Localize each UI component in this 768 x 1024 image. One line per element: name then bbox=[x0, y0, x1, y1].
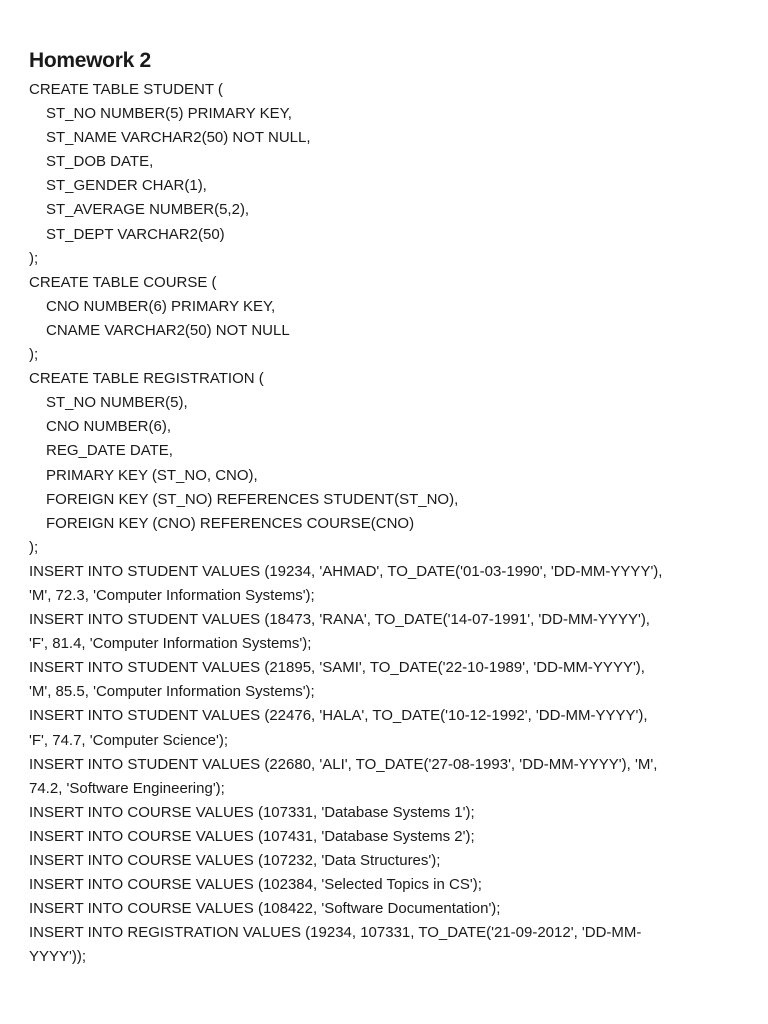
code-line: INSERT INTO COURSE VALUES (107232, 'Data Structures'); bbox=[29, 852, 441, 869]
code-line: CNO NUMBER(6), bbox=[46, 418, 172, 436]
code-line: INSERT INTO STUDENT VALUES (18473, 'RANA', TO_DATE('14-07-1991', 'DD-MM-YYYY'), bbox=[29, 611, 650, 629]
code-line: INSERT INTO COURSE VALUES (108422, 'Software Documentation'); bbox=[29, 900, 501, 918]
code-line: ST_NO NUMBER(5) PRIMARY KEY, bbox=[46, 105, 292, 123]
code-line: ); bbox=[29, 346, 39, 364]
code-line: CNO NUMBER(6) PRIMARY KEY, bbox=[46, 297, 276, 315]
code-line: 74.2, 'Software Engineering'); bbox=[29, 779, 225, 797]
code-line: INSERT INTO STUDENT VALUES (19234, 'AHMAD', TO_DATE('01-03-1990', 'DD-MM-YYYY'), bbox=[29, 562, 663, 580]
code-line: INSERT INTO STUDENT VALUES (22680, 'ALI', TO_DATE('27-08-1993', 'DD-MM-YYYY'), 'M', bbox=[29, 755, 658, 773]
code-line: CREATE TABLE COURSE ( bbox=[29, 273, 217, 291]
code-line: FOREIGN KEY (ST_NO) REFERENCES STUDENT(ST_NO), bbox=[46, 490, 459, 508]
document-title: Homework 2 bbox=[29, 49, 151, 72]
code-line: 'F', 81.4, 'Computer Information Systems'); bbox=[29, 635, 312, 653]
code-line: 'F', 74.7, 'Computer Science'); bbox=[29, 731, 229, 749]
code-line: INSERT INTO STUDENT VALUES (22476, 'HALA', TO_DATE('10-12-1992', 'DD-MM-YYYY'), bbox=[29, 707, 648, 725]
code-line: ST_DOB DATE, bbox=[46, 153, 154, 171]
code-line: 'M', 85.5, 'Computer Information Systems'); bbox=[29, 683, 315, 701]
code-line: CREATE TABLE STUDENT ( bbox=[29, 81, 223, 98]
code-line: FOREIGN KEY (CNO) REFERENCES COURSE(CNO) bbox=[46, 514, 415, 532]
document-page bbox=[29, 46, 747, 969]
code-line: ); bbox=[29, 538, 39, 556]
code-line: INSERT INTO COURSE VALUES (107331, 'Database Systems 1'); bbox=[29, 803, 475, 821]
code-line: ST_DEPT VARCHAR2(50) bbox=[46, 225, 225, 243]
code-line: INSERT INTO STUDENT VALUES (21895, 'SAMI', TO_DATE('22-10-1989', 'DD-MM-YYYY'), bbox=[29, 659, 645, 677]
code-line: ); bbox=[29, 249, 39, 267]
code-line: YYYY')); bbox=[29, 948, 87, 966]
code-line: ST_AVERAGE NUMBER(5,2), bbox=[46, 201, 250, 219]
code-line: CNAME VARCHAR2(50) NOT NULL bbox=[46, 321, 290, 339]
code-line: 'M', 72.3, 'Computer Information Systems'); bbox=[29, 586, 315, 604]
code-line: INSERT INTO COURSE VALUES (102384, 'Selected Topics in CS'); bbox=[29, 876, 482, 894]
code-line: ST_NAME VARCHAR2(50) NOT NULL, bbox=[46, 129, 311, 147]
code-line: CREATE TABLE REGISTRATION ( bbox=[29, 370, 264, 388]
code-line: ST_NO NUMBER(5), bbox=[46, 394, 188, 412]
code-line: ST_GENDER CHAR(1), bbox=[46, 177, 207, 195]
code-line: PRIMARY KEY (ST_NO, CNO), bbox=[46, 466, 258, 484]
code-listing bbox=[29, 78, 747, 969]
code-line: INSERT INTO REGISTRATION VALUES (19234, 107331, TO_DATE('21-09-2012', 'DD-MM- bbox=[29, 924, 642, 942]
code-line: REG_DATE DATE, bbox=[46, 442, 173, 460]
code-line: INSERT INTO COURSE VALUES (107431, 'Database Systems 2'); bbox=[29, 827, 475, 845]
